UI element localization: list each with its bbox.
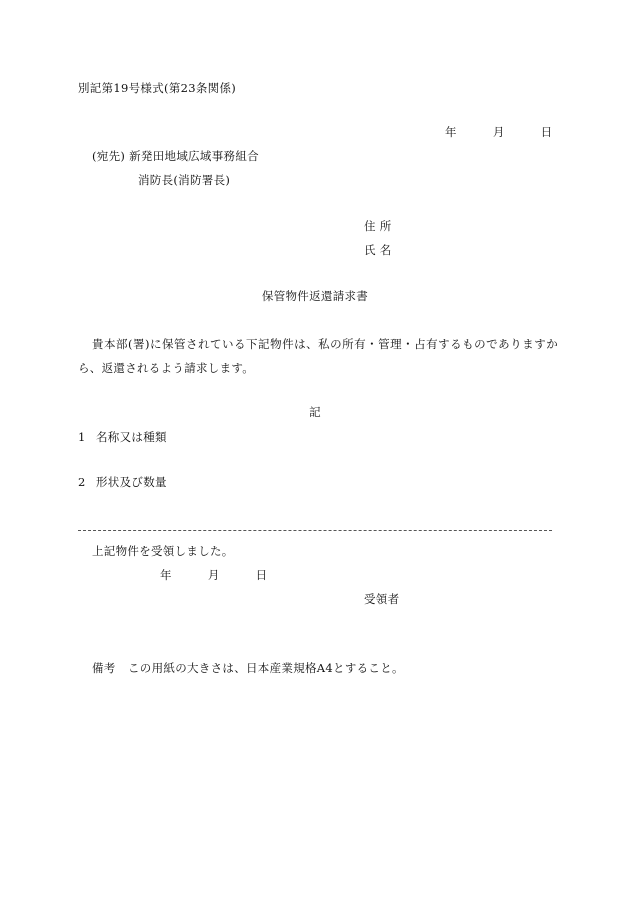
remarks-note (92, 660, 404, 676)
addressee-title: 消防長(消防署長) (138, 173, 231, 187)
remarks-label: 備考 (92, 661, 116, 675)
remarks-text: この用紙の大きさは、日本産業規格A4とすること。 (128, 661, 404, 675)
document-title: 保管物件返還請求書 (261, 289, 369, 303)
name-label: 氏 名 (364, 243, 392, 257)
item-number: 1 (78, 430, 86, 444)
receipt-text: 上記物件を受領しました。 (92, 544, 234, 558)
year-label: 年 (160, 568, 172, 582)
year-label: 年 (445, 125, 457, 139)
dashed-divider (78, 530, 552, 531)
day-label: 日 (255, 568, 268, 582)
receiver-label: 受領者 (364, 592, 400, 606)
month-label: 月 (207, 568, 220, 582)
item-shape-and-quantity (78, 474, 167, 490)
item-label: 形状及び数量 (96, 475, 167, 489)
ki-heading: 記 (309, 405, 321, 419)
addressee-organization: (宛先) 新発田地域広域事務組合 (92, 149, 259, 163)
address-label: 住 所 (364, 219, 392, 233)
day-label: 日 (540, 125, 553, 139)
form-reference: 別記第19号様式(第23条関係) (78, 81, 237, 95)
request-body-text: 貴本部(署)に保管されている下記物件は、私の所有・管理・占有するものでありますから、返還されるよう請求します。 (78, 337, 558, 375)
item-number: 2 (78, 475, 86, 489)
receipt-date (160, 567, 267, 583)
item-name-or-type (78, 429, 167, 445)
month-label: 月 (492, 125, 505, 139)
item-label: 名称又は種類 (96, 430, 167, 444)
request-date (445, 124, 552, 140)
